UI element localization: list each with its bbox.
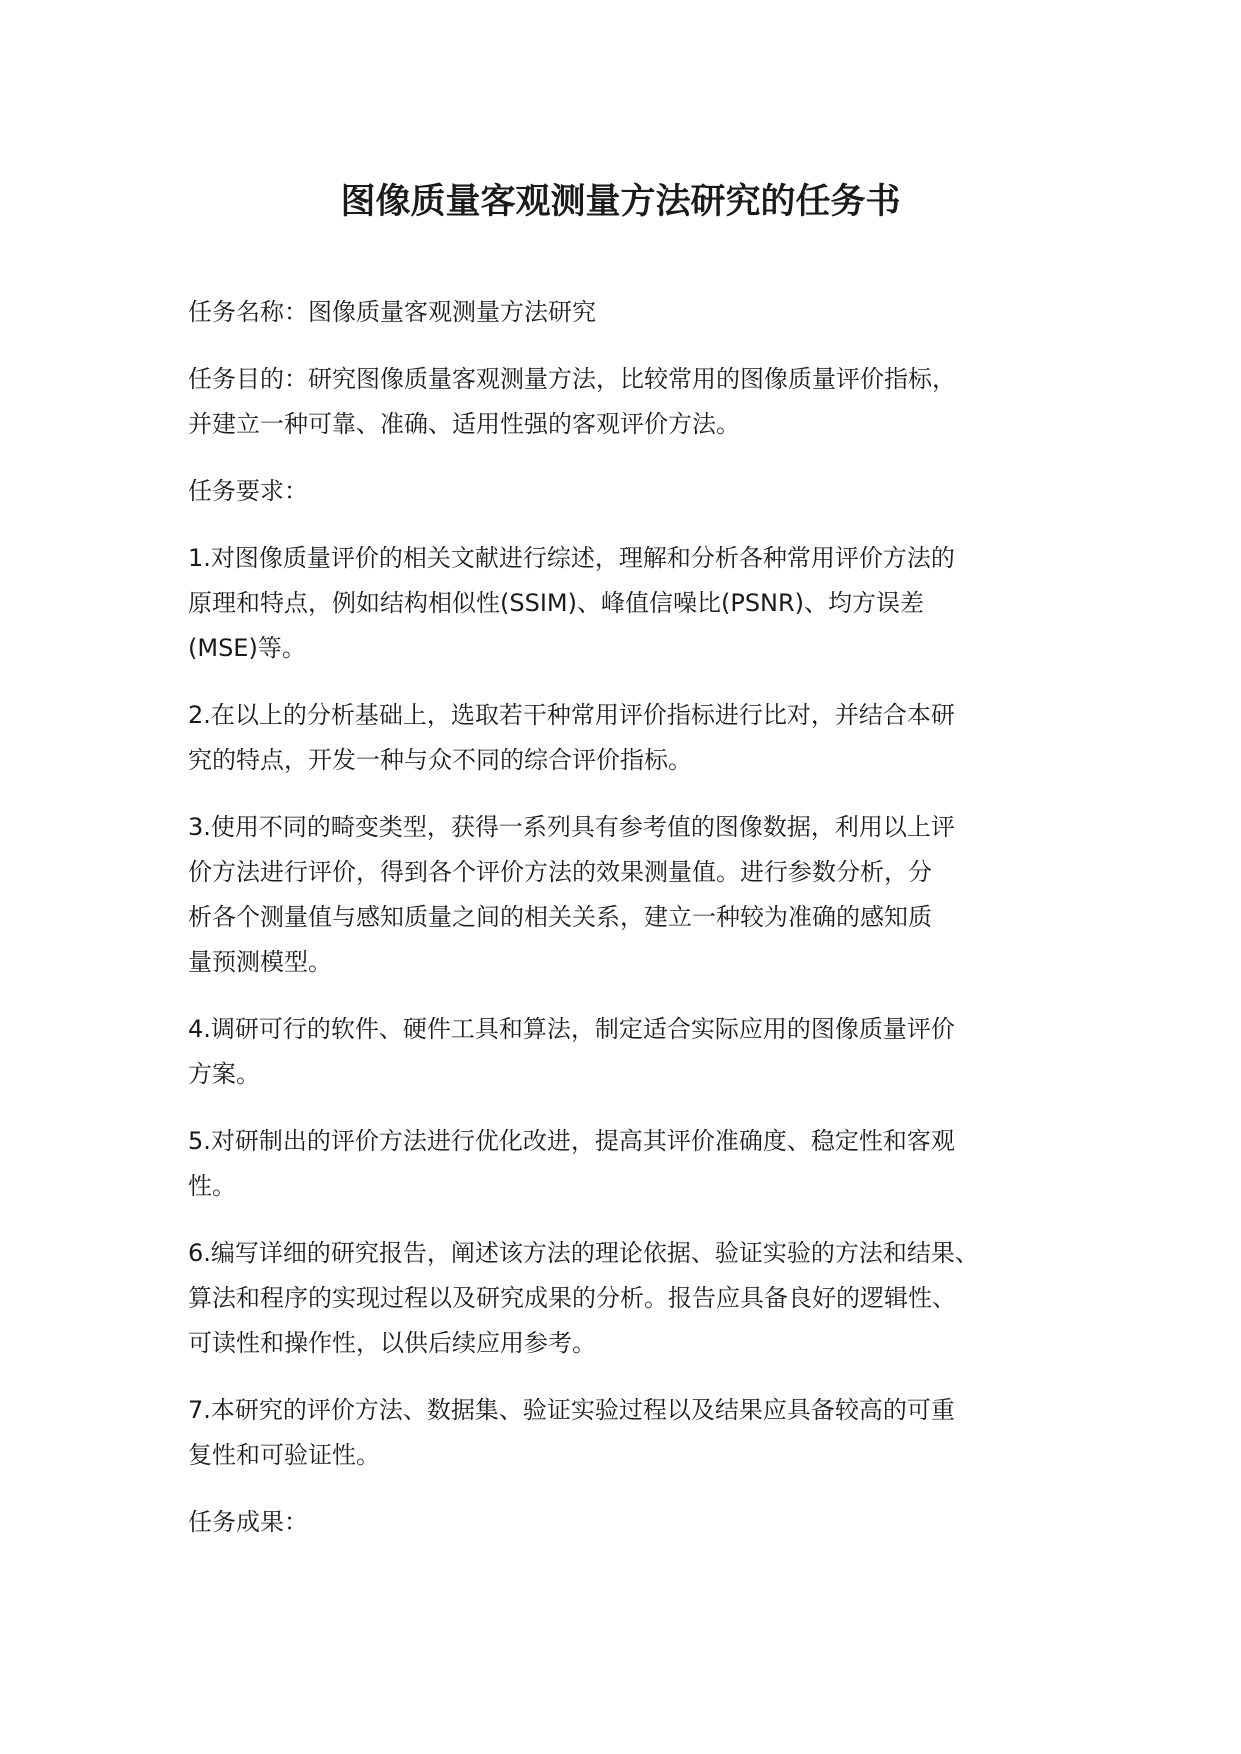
paragraph-line: 5.对研制出的评价方法进行优化改进，提高其评价准确度、稳定性和客观 [188,1127,955,1155]
paragraph-line: 原理和特点，例如结构相似性(SSIM)、峰值信噪比(PSNR)、均方误差 [188,589,925,617]
paragraph-line: 1.对图像质量评价的相关文献进行综述，理解和分析各种常用评价方法的 [188,544,955,572]
paragraph-line: 究的特点，开发一种与众不同的综合评价指标。 [188,746,692,774]
paragraph [188,1388,1058,1478]
paragraph-line: 性。 [188,1172,236,1200]
paragraph-line: 量预测模型。 [188,948,332,976]
paragraph [188,357,1058,447]
paragraph [188,469,1058,514]
paragraph-line: 任务名称：图像质量客观测量方法研究 [188,298,596,326]
paragraph-line: 可读性和操作性，以供后续应用参考。 [188,1329,596,1357]
paragraph-line: 复性和可验证性。 [188,1441,380,1469]
paragraph [188,1231,1058,1366]
paragraph-line: 3.使用不同的畸变类型，获得一系列具有参考值的图像数据，利用以上评 [188,813,955,841]
paragraph-line: 7.本研究的评价方法、数据集、验证实验过程以及结果应具备较高的可重 [188,1396,955,1424]
paragraph-line: 析各个测量值与感知质量之间的相关关系，建立一种较为准确的感知质 [188,903,932,931]
paragraph-line: 算法和程序的实现过程以及研究成果的分析。报告应具备良好的逻辑性、 [188,1284,956,1312]
paragraph-line: 4.调研可行的软件、硬件工具和算法，制定适合实际应用的图像质量评价 [188,1015,955,1043]
paragraph-line: 方案。 [188,1060,260,1088]
document-title: 图像质量客观测量方法研究的任务书 [340,182,901,222]
paragraph [188,290,1058,335]
paragraph-line: 价方法进行评价，得到各个评价方法的效果测量值。进行参数分析，分 [188,858,932,886]
paragraph-line: 任务目的：研究图像质量客观测量方法，比较常用的图像质量评价指标， [188,365,956,393]
paragraph [188,1500,1058,1545]
document-body [188,290,1058,1567]
paragraph-line: 6.编写详细的研究报告，阐述该方法的理论依据、验证实验的方法和结果、 [188,1239,979,1267]
paragraph-line: 2.在以上的分析基础上，选取若干种常用评价指标进行比对，并结合本研 [188,701,955,729]
paragraph-line: 任务要求： [188,477,308,505]
paragraph [188,805,1058,985]
paragraph [188,1007,1058,1097]
paragraph-line: 任务成果： [188,1508,308,1536]
paragraph [188,536,1058,671]
paragraph-line: (MSE)等。 [188,634,306,662]
paragraph-line: 并建立一种可靠、准确、适用性强的客观评价方法。 [188,410,740,438]
paragraph [188,1119,1058,1209]
paragraph [188,693,1058,783]
